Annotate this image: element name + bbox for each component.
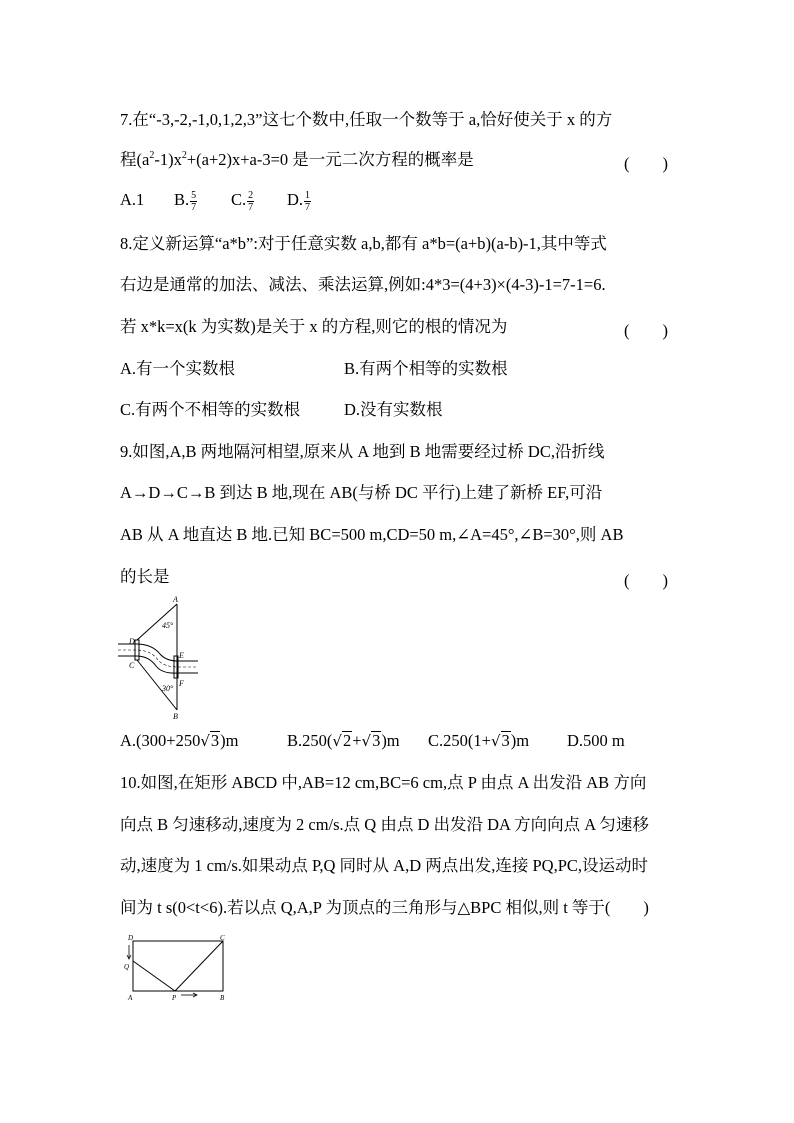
label-c: C bbox=[220, 934, 225, 942]
q8-line-3: 若 x*k=x(k 为实数)是关于 x 的方程,则它的根的情况为 bbox=[120, 317, 508, 336]
sqrt-icon: √ bbox=[361, 732, 372, 750]
label-d: D bbox=[128, 934, 134, 942]
q8-line-2: 右边是通常的加法、减法、乘法运算,例如:4*3=(4+3)×(4-3)-1=7-1=6. bbox=[120, 275, 606, 294]
q8-option-c: C.有两个不相等的实数根 bbox=[120, 400, 301, 419]
radicand: 3 bbox=[210, 731, 220, 750]
option-text: )m bbox=[510, 731, 530, 750]
label-f: F bbox=[179, 679, 184, 688]
q8-line-1: 8.定义新运算“a*b”:对于任意实数 a,b,都有 a*b=(a+b)(a-b)-1,其中等式 bbox=[120, 234, 607, 253]
q10-rectangle-figure bbox=[124, 932, 234, 1004]
q9-option-b bbox=[287, 729, 400, 753]
sqrt-icon: √ bbox=[332, 732, 342, 750]
option-label: C. bbox=[231, 190, 247, 209]
q9-option-c bbox=[428, 729, 529, 753]
option-text: C.250(1+ bbox=[428, 731, 491, 750]
q7-option-d bbox=[287, 188, 312, 213]
label-d: D bbox=[129, 637, 135, 646]
option-text: )m bbox=[220, 731, 239, 750]
rectangle-abcd bbox=[133, 941, 223, 991]
q8-option-b: B.有两个相等的实数根 bbox=[344, 359, 508, 378]
q7-answer-bracket: ( ) bbox=[624, 154, 668, 173]
fraction-numerator: 5 bbox=[191, 189, 197, 201]
q8-answer-bracket: ( ) bbox=[624, 321, 668, 340]
label-angle-b: 30° bbox=[162, 684, 174, 693]
q7-exponent: 2 bbox=[181, 150, 187, 161]
q7-exponent: 2 bbox=[149, 150, 155, 161]
option-text: + bbox=[352, 731, 362, 750]
segment-qp bbox=[133, 961, 175, 991]
q9-answer-bracket: ( ) bbox=[624, 571, 668, 590]
q8-option-d: D.没有实数根 bbox=[344, 400, 443, 419]
label-e: E bbox=[179, 651, 184, 660]
q7-option-a: A.1 bbox=[120, 190, 145, 209]
q10-line-2: 向点 B 匀速移动,速度为 2 cm/s.点 Q 由点 D 出发沿 DA 方向向点 A 匀速移 bbox=[120, 815, 649, 834]
radicand: 3 bbox=[501, 731, 510, 750]
radicand: 2 bbox=[342, 731, 352, 750]
option-text: B.250( bbox=[287, 731, 333, 750]
sqrt-icon: √ bbox=[490, 732, 501, 750]
sqrt-icon: √ bbox=[200, 732, 210, 750]
q9-line-3: AB 从 A 地直达 B 地.已知 BC=500 m,CD=50 m,∠A=45°,∠B=30°,则 AB bbox=[120, 525, 624, 544]
label-a: A bbox=[128, 994, 133, 1002]
label-a: A bbox=[173, 595, 178, 604]
option-text: )m bbox=[381, 731, 400, 750]
q10-line-3: 动,速度为 1 cm/s.如果动点 P,Q 同时从 A,D 两点出发,连接 PQ,PC,设运动时 bbox=[120, 856, 649, 875]
option-text: A.(300+250 bbox=[120, 731, 201, 750]
q8-option-a: A.有一个实数根 bbox=[120, 359, 236, 378]
radicand: 3 bbox=[372, 731, 381, 750]
option-label: B. bbox=[174, 190, 190, 209]
q9-line-1: 9.如图,A,B 两地隔河相望,原来从 A 地到 B 地需要经过桥 DC,沿折线 bbox=[120, 442, 605, 461]
q7-text: -1)x bbox=[154, 150, 182, 169]
q7-line-2 bbox=[120, 148, 675, 172]
q10-line-1: 10.如图,在矩形 ABCD 中,AB=12 cm,BC=6 cm,点 P 由点 A 出发沿 AB 方向 bbox=[120, 773, 647, 792]
q7-line-1: 7.在“-3,-2,-1,0,1,2,3”这七个数中,任取一个数等于 a,恰好使关于 x 的方 bbox=[120, 110, 613, 129]
option-label: D. bbox=[287, 190, 304, 209]
q9-line-4: 的长是 bbox=[120, 567, 170, 586]
q9-line-2: A→D→C→B 到达 B 地,现在 AB(与桥 DC 平行)上建了新桥 EF,可沿 bbox=[120, 483, 603, 502]
q7-option-c bbox=[231, 188, 255, 213]
fraction bbox=[190, 190, 197, 213]
label-b: B bbox=[173, 712, 178, 721]
q9-option-d: D.500 m bbox=[567, 731, 625, 750]
label-angle-a: 45° bbox=[162, 621, 174, 630]
label-c: C bbox=[129, 661, 135, 670]
fraction-denominator: 7 bbox=[305, 201, 311, 213]
segment-pc bbox=[175, 941, 223, 991]
label-q: Q bbox=[124, 963, 130, 971]
river-bank-upper bbox=[118, 644, 198, 661]
q7-text: +(a+2)x+a-3=0 是一元二次方程的概率是 bbox=[186, 150, 474, 169]
fraction-denominator: 7 bbox=[248, 201, 254, 213]
label-p: P bbox=[172, 994, 177, 1002]
fraction-numerator: 2 bbox=[248, 189, 254, 201]
q7-text: 程(a bbox=[120, 150, 150, 169]
fraction-denominator: 7 bbox=[191, 201, 197, 213]
q9-option-a bbox=[120, 729, 239, 753]
fraction-numerator: 1 bbox=[305, 189, 311, 201]
fraction bbox=[304, 190, 311, 213]
q7-option-b bbox=[174, 188, 198, 213]
q10-line-4: 间为 t s(0<t<6).若以点 Q,A,P 为顶点的三角形与△BPC 相似,则 t 等于( ) bbox=[120, 898, 649, 917]
fraction bbox=[247, 190, 254, 213]
q9-river-bridge-figure bbox=[116, 594, 200, 722]
label-b: B bbox=[220, 994, 225, 1002]
